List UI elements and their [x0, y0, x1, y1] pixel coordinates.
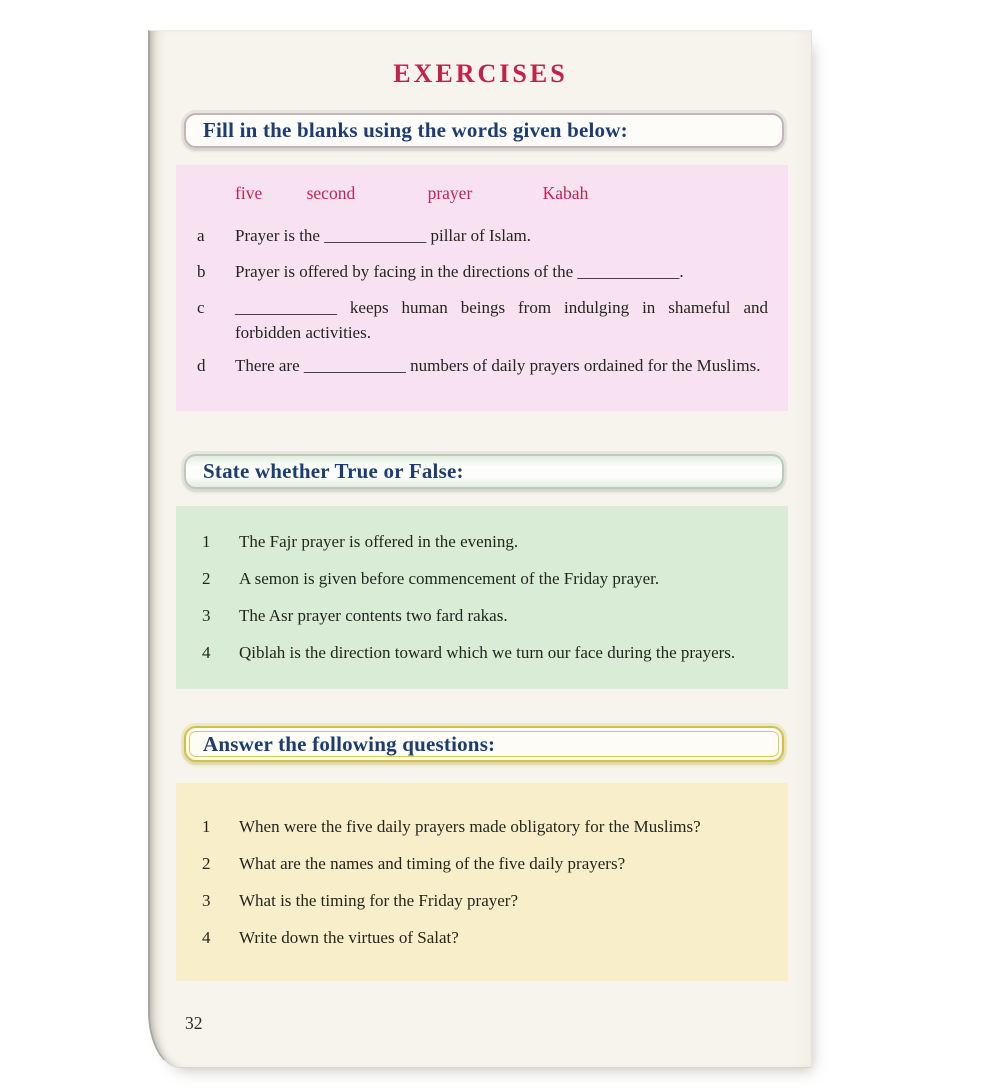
word-bank-item: Kabah	[542, 183, 589, 203]
exercise-item	[176, 295, 788, 345]
exercise-item	[176, 353, 788, 378]
word-bank-item: prayer	[427, 183, 473, 203]
item-text: Prayer is the ____________ pillar of Islam.	[235, 226, 532, 245]
item-text: ____________ keeps human beings from indulging in shameful and forbidden activities.	[235, 298, 768, 342]
item-text: Qiblah is the direction toward which we turn our face during the prayers.	[239, 643, 736, 662]
exercise-item	[176, 851, 788, 876]
item-label: 3	[202, 606, 211, 625]
item-text: The Asr prayer contents two fard rakas.	[239, 606, 508, 625]
item-text: The Fajr prayer is offered in the evening.	[239, 532, 519, 551]
item-text: A semon is given before commencement of the Friday prayer.	[239, 569, 660, 588]
section-header-label: Answer the following questions:	[203, 731, 496, 756]
item-label: 4	[202, 928, 211, 947]
true-false-panel	[176, 506, 788, 689]
item-text: Prayer is offered by facing in the directions of the ____________.	[235, 262, 684, 281]
exercise-item	[176, 888, 788, 913]
item-text: There are ____________ numbers of daily prayers ordained for the Muslims.	[235, 356, 761, 375]
item-label: 2	[202, 854, 211, 873]
section-header-fill-in-the-blanks	[184, 113, 784, 148]
word-bank-item: five	[235, 183, 263, 203]
item-label: 2	[202, 569, 211, 588]
item-label: 1	[202, 532, 211, 551]
section-header-label: Fill in the blanks using the words given below:	[203, 118, 628, 142]
page-title: EXERCISES	[393, 59, 568, 88]
section-header-true-false	[184, 454, 784, 489]
exercise-item	[176, 814, 788, 839]
item-label: 3	[202, 891, 211, 910]
exercise-item	[176, 603, 788, 628]
exercise-item	[176, 529, 788, 554]
item-label: 1	[202, 817, 211, 836]
exercise-item	[176, 640, 788, 665]
book-page	[148, 30, 812, 1068]
exercise-item	[176, 566, 788, 591]
item-text: What are the names and timing of the five daily prayers?	[239, 854, 626, 873]
questions-panel	[176, 783, 788, 981]
word-bank-item: second	[306, 183, 356, 203]
item-label: d	[197, 356, 206, 375]
item-label: b	[197, 262, 206, 281]
item-label: c	[197, 298, 205, 317]
fill-in-the-blanks-panel	[176, 165, 788, 411]
section-header-questions	[184, 726, 784, 762]
item-label: 4	[202, 643, 211, 662]
word-bank	[235, 181, 788, 206]
item-text: What is the timing for the Friday prayer?	[239, 891, 518, 910]
section-header-label: State whether True or False:	[203, 459, 464, 483]
item-text: When were the five daily prayers made obligatory for the Muslims?	[239, 817, 701, 836]
page-number: 32	[185, 1013, 203, 1033]
exercise-item	[176, 259, 788, 284]
exercise-item	[176, 925, 788, 950]
item-text: Write down the virtues of Salat?	[239, 928, 459, 947]
item-label: a	[197, 226, 205, 245]
exercise-item	[176, 223, 788, 248]
